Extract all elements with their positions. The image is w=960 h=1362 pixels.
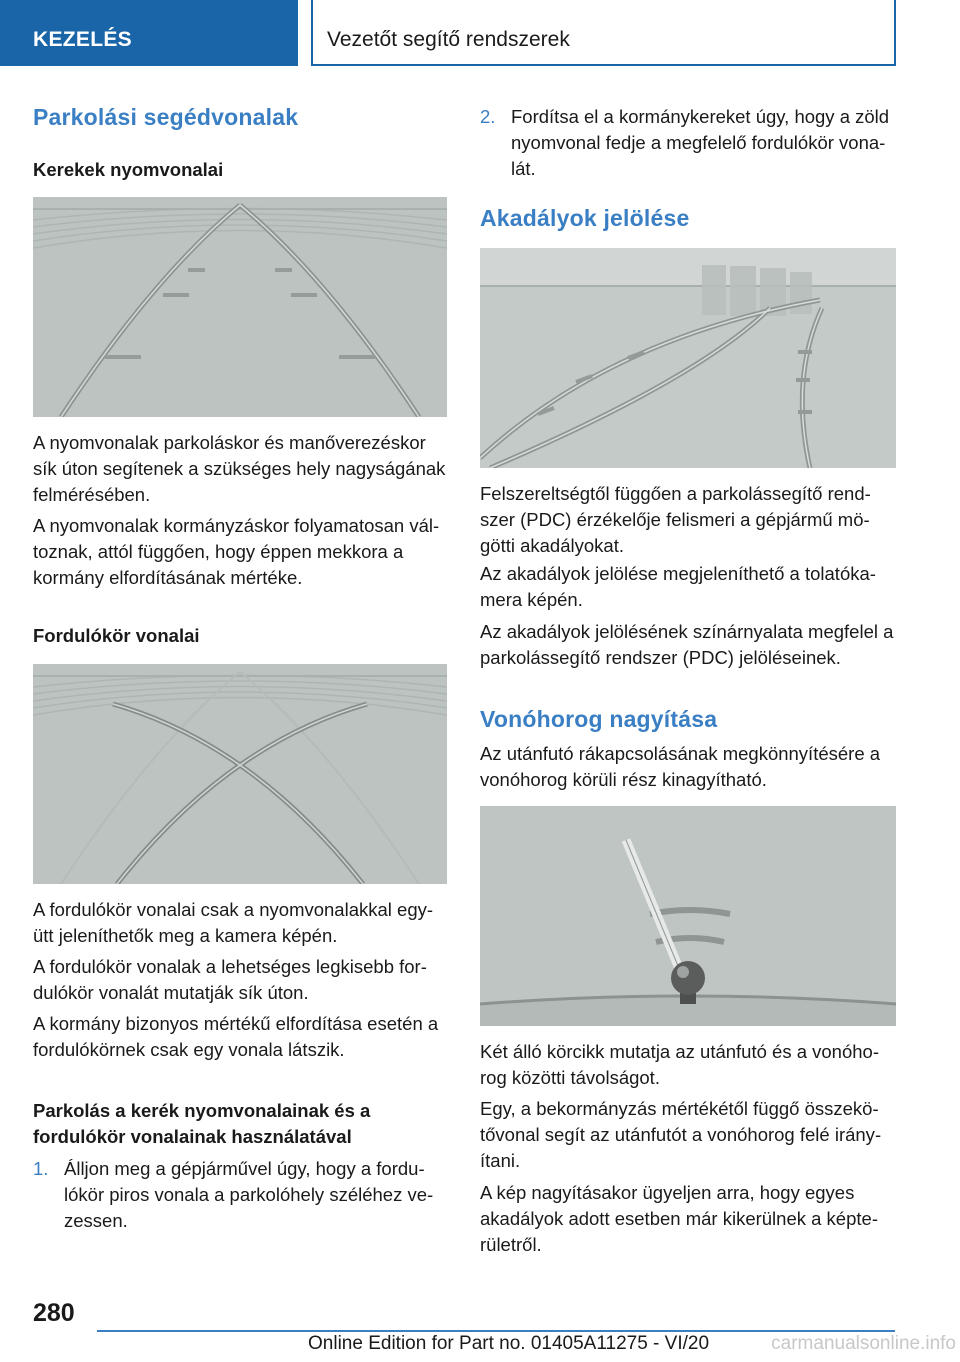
wheel-tracks-image [33, 197, 447, 417]
page-number: 280 [33, 1299, 75, 1327]
figure-obstacle-marking [480, 248, 896, 468]
chapter-title: Vezetőt segítő rendszerek [311, 0, 896, 66]
footer-divider [97, 1330, 895, 1332]
subheading-parking-usage: Parkolás a kerék nyomvonalainak és a fordulókör vonalainak használatával [33, 1100, 371, 1147]
paragraph-obstacles-color: Az akadályok jelölésének színárnyalata megfelel a parkolássegítő rendszer (PDC) jelöléseinek. [480, 621, 894, 668]
paragraph-hitch-warning: A kép nagyításakor ügyeljen arra, hogy egyes akadályok adott esetben már kikerülnek a képterületről. [480, 1182, 878, 1255]
step-2-text: Fordítsa el a kormánykereket úgy, hogy a zöld nyomvonal fedje a megfelelő fordulókör vonalát. [511, 106, 890, 179]
subheading-turning-circle: Fordulókör vonalai [33, 625, 200, 646]
paragraph-turning-minimum: A fordulókör vonalak a lehetséges legkisebb fordulókör vonalát mutatják sík úton. [33, 956, 427, 1003]
figure-wheel-tracks [33, 197, 447, 417]
footer-edition: Online Edition for Part no. 01405A11275 - VI/20 [308, 1333, 710, 1354]
paragraph-tracks-purpose: A nyomvonalak parkoláskor és manőverezéskor sík úton segítenek a szükséges hely nagyságának felmérésében. [33, 432, 446, 505]
paragraph-pdc-detect: Felszereltségtől függően a parkolássegítő rendszer (PDC) érzékelője felismeri a gépjármű mögötti akadályokat. [480, 483, 871, 556]
section-heading-parking-guides: Parkolási segédvonalak [33, 104, 299, 130]
figure-hitch-zoom [480, 806, 896, 1026]
paragraph-tracks-steering: A nyomvonalak kormányzáskor folyamatosan változnak, attól függően, hogy éppen mekkora a kormány elfordításának mértéke. [33, 515, 440, 588]
paragraph-turning-single: A kormány bizonyos mértékű elfordítása esetén a fordulókörnek csak egy vonala látszik. [33, 1013, 439, 1060]
paragraph-obstacles-camera: Az akadályok jelölése megjeleníthető a tolatókamera képén. [480, 563, 876, 610]
paragraph-hitch-sectors: Két álló körcikk mutatja az utánfutó és a vonóhorog közötti távolságot. [480, 1041, 880, 1088]
figure-turning-circle [33, 664, 447, 884]
paragraph-hitch-intro: Az utánfutó rákapcsolásának megkönnyítésére a vonóhorog körüli rész kinagyítható. [480, 743, 881, 790]
obstacle-marking-image [480, 248, 896, 468]
step-1-number: 1. [33, 1158, 49, 1179]
subheading-wheel-tracks: Kerekek nyomvonalai [33, 159, 224, 180]
step-1-text: Álljon meg a gépjárművel úgy, hogy a fordulókör piros vonala a parkolóhely széléhez vezessen. [64, 1158, 434, 1231]
paragraph-hitch-line: Egy, a bekormányzás mértékétől függő összekötővonal segít az utánfutót a vonóhorog felé irányítani. [480, 1098, 882, 1171]
turning-circle-image [33, 664, 447, 884]
right-column [480, 0, 896, 1290]
section-heading-obstacles: Akadályok jelölése [480, 205, 690, 231]
watermark: carmanualsonline.info [771, 1333, 956, 1354]
section-tab: KEZELÉS [0, 0, 298, 66]
paragraph-turning-visible: A fordulókör vonalai csak a nyomvonalakkal együtt jeleníthetők meg a kamera képén. [33, 899, 434, 946]
step-2-number: 2. [480, 106, 496, 127]
section-heading-hitch-zoom: Vonóhorog nagyítása [480, 706, 718, 732]
hitch-zoom-image [480, 806, 896, 1026]
left-column [33, 0, 447, 1290]
